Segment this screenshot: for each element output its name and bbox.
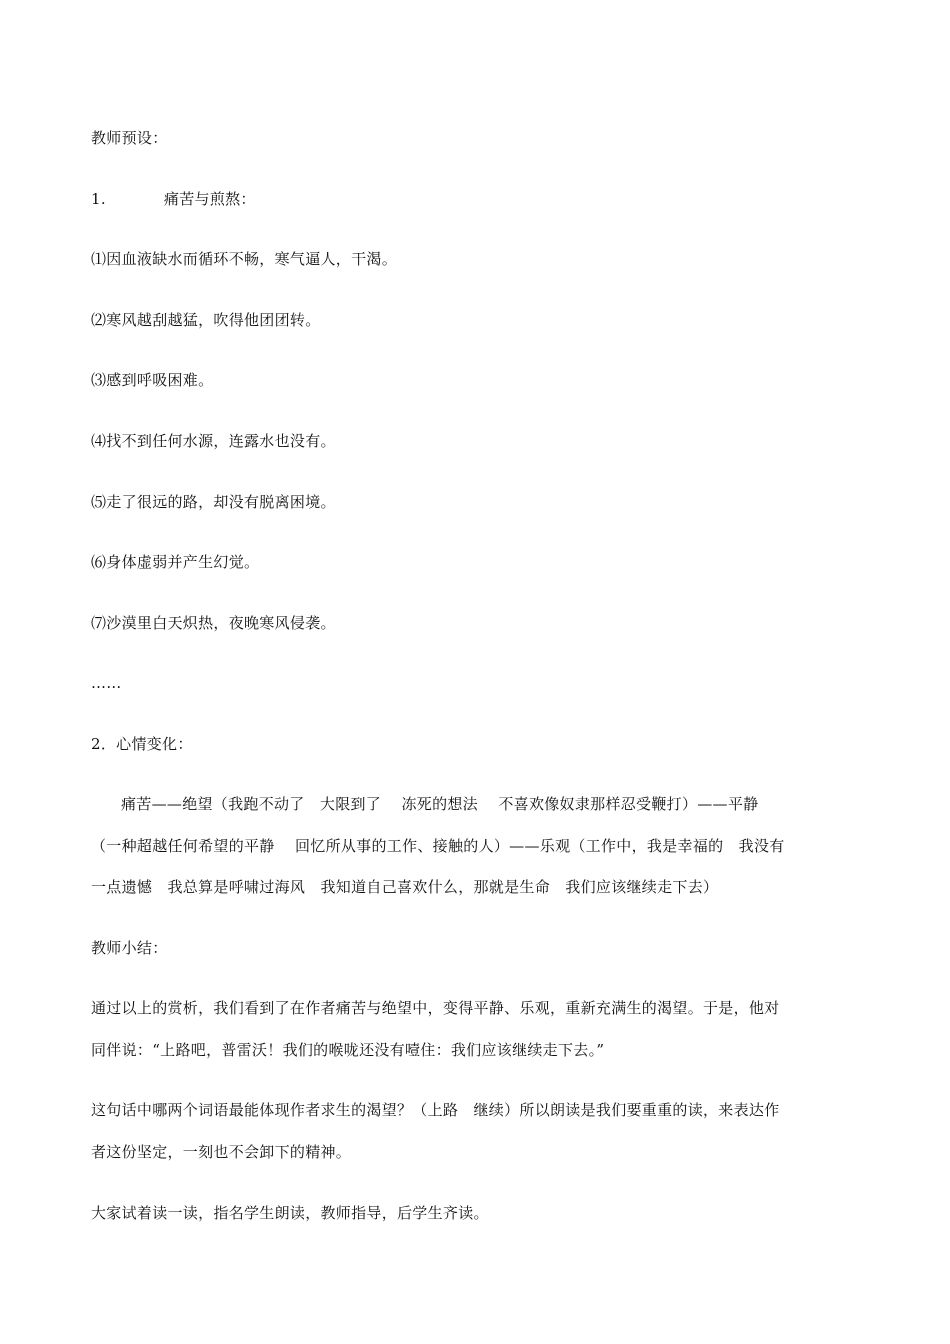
list-item: ⑸走了很远的路，却没有脱离困境。 xyxy=(91,493,336,511)
list-item: ⑵寒风越刮越猛，吹得他团团转。 xyxy=(91,311,321,329)
teacher-preset-heading: 教师预设： xyxy=(91,129,168,147)
section1-heading xyxy=(91,189,256,209)
section1-title: 痛苦与煎熬： xyxy=(163,190,256,208)
summary-line: 同伴说：“上路吧，普雷沃！我们的喉咙还没有噎住：我们应该继续走下去。” xyxy=(91,1041,605,1059)
list-item: ⑹身体虚弱并产生幻觉。 xyxy=(91,553,260,571)
question-line: 者这份坚定，一刻也不会卸下的精神。 xyxy=(91,1143,352,1161)
mood-paragraph-line: 痛苦——绝望（我跑不动了 大限到了 冻死的想法 不喜欢像奴隶那样忍受鞭打）——平静 xyxy=(121,795,759,813)
list-item: ⑴因血液缺水而循环不畅，寒气逼人，干渴。 xyxy=(91,250,398,268)
section2-heading: 2．心情变化： xyxy=(91,735,193,753)
list-item: ⑷找不到任何水源，连露水也没有。 xyxy=(91,432,336,450)
section1-number: 1. xyxy=(91,190,106,208)
list-item: ⑶感到呼吸困难。 xyxy=(91,371,214,389)
mood-paragraph-line: （一种超越任何希望的平静 回忆所从事的工作、接触的人）——乐观（工作中，我是幸福的 我没有 xyxy=(91,837,785,855)
teacher-summary-heading: 教师小结： xyxy=(91,939,168,957)
ellipsis: …… xyxy=(91,674,122,692)
mood-paragraph-line: 一点遗憾 我总算是呼啸过海风 我知道自己喜欢什么，那就是生命 我们应该继续走下去） xyxy=(91,878,719,896)
closing-line: 大家试着读一读，指名学生朗读，教师指导，后学生齐读。 xyxy=(91,1204,489,1222)
summary-line: 通过以上的赏析，我们看到了在作者痛苦与绝望中，变得平静、乐观，重新充满生的渴望。于是，他对 xyxy=(91,999,780,1017)
list-item: ⑺沙漠里白天炽热，夜晚寒风侵袭。 xyxy=(91,614,336,632)
question-line: 这句话中哪两个词语最能体现作者求生的渴望？（上路 继续）所以朗读是我们要重重的读，来表达作 xyxy=(91,1101,780,1119)
